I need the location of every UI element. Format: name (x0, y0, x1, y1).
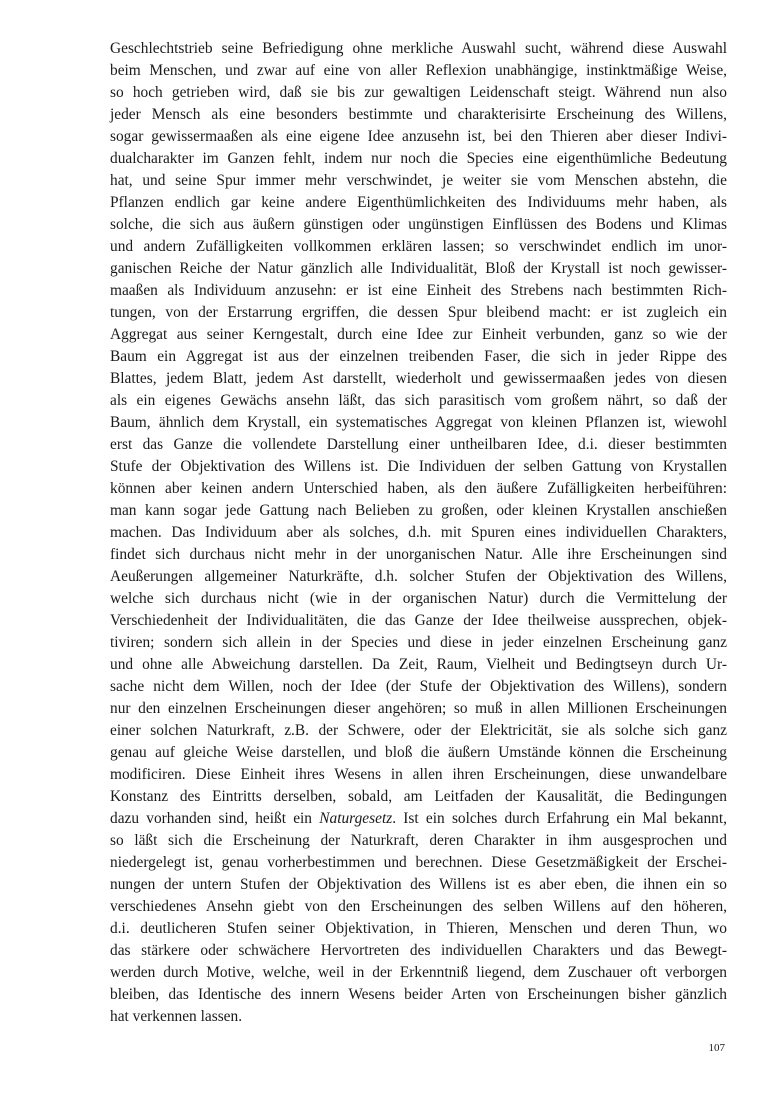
text-line: Aggregat aus seiner Kerngestalt, durch eine Idee zur Einheit verbunden, ganz so wie der (110, 326, 727, 343)
text-line: tiviren; sondern sich allein in der Species und diese in jeder einzelnen Erscheinung ganz (110, 634, 727, 651)
text-line: und andern Zufälligkeiten vollkommen erklären lassen; so verschwindet endlich im unor- (110, 238, 727, 255)
text-line: hat verkennen lassen. (110, 1008, 243, 1025)
text-line: erst das Ganze die vollendete Darstellung einer untheilbaren Idee, d.i. dieser bestimmten (110, 436, 727, 453)
text-line: modificiren. Diese Einheit ihres Wesens in allen ihren Erscheinungen, diese unwandelbare (110, 766, 727, 783)
text-line: so läßt sich die Erscheinung der Naturkraft, deren Charakter in ihm ausgesprochen und (110, 832, 727, 849)
text-line (110, 808, 727, 830)
italic-term: Naturgesetz (319, 810, 393, 827)
text-line: können aber keinen andern Unterschied haben, als den äußere Zufälligkeiten herbeiführen: (110, 480, 727, 497)
text-line: so hoch getrieben wird, daß sie bis zur gewaltigen Leidenschaft steigt. Während nun also (110, 84, 727, 101)
text-line: bleiben, das Identische des innern Wesens beider Arten von Erscheinungen bisher gänzlich (110, 986, 727, 1003)
text-line: man kann sogar jede Gattung nach Belieben zu großen, oder kleinen Krystallen anschießen (110, 502, 727, 519)
text-line: beim Menschen, und zwar auf eine von aller Reflexion unabhängige, instinktmäßige Weise, (110, 62, 727, 79)
text-line: Geschlechtstrieb seine Befriedigung ohne merkliche Auswahl sucht, während diese Auswahl (110, 40, 727, 57)
text-line: nur den einzelnen Erscheinungen dieser angehören; so muß in allen Millionen Erscheinungen (110, 700, 727, 717)
text-line: sogar gewissermaaßen als eine eigene Idee anzusehn ist, bei den Thieren aber dieser Indivi- (110, 128, 727, 145)
text-line: machen. Das Individuum aber als solches, d.h. mit Spuren eines individuellen Charakters, (110, 524, 727, 541)
text-line: nungen der untern Stufen der Objektivation des Willens ist es aber eben, die ihnen ein so (110, 876, 727, 893)
text-line: als ein eigenes Gewächs ansehn läßt, das sich parasitisch vom großem nährt, so daß der (110, 392, 727, 409)
text-line: Baum, ähnlich dem Krystall, ein systematisches Aggregat von kleinen Pflanzen ist, wiewohl (110, 414, 727, 431)
text-line: sache nicht dem Willen, noch der Idee (der Stufe der Objektivation des Willens), sondern (110, 678, 727, 695)
text-line: werden durch Motive, welche, weil in der Erkenntniß liegend, dem Zuschauer oft verborgen (110, 964, 727, 981)
text-line: einer solchen Naturkraft, z.B. der Schwere, oder der Elektricität, sie als solche sich ganz (110, 722, 727, 739)
text-line: Blattes, jedem Blatt, jedem Ast darstellt, wiederholt und gewissermaaßen jedes von diesen (110, 370, 727, 387)
text-line: jeder Mensch als eine besonders bestimmte und charakterisirte Erscheinung des Willens, (110, 106, 727, 123)
text-line: welche sich durchaus nicht (wie in der organischen Natur) durch die Vermittelung der (110, 590, 727, 607)
text-line: verschiedenes Ansehn giebt von den Erscheinungen des selben Willens auf den höheren, (110, 898, 727, 915)
text-line: genau auf gleiche Weise darstellen, und bloß die äußern Umstände können die Erscheinung (110, 744, 727, 761)
text-line: ganischen Reiche der Natur gänzlich alle Individualität, Bloß der Krystall ist noch gewisser- (110, 260, 727, 277)
text-segment: . Ist ein solches durch Erfahrung ein Mal bekannt, (392, 810, 727, 827)
text-line: hat, und seine Spur immer mehr verschwindet, je weiter sie vom Menschen abstehn, die (110, 172, 727, 189)
body-text (110, 38, 727, 1028)
text-line: findet sich durchaus nicht mehr in der unorganischen Natur. Alle ihre Erscheinungen sind (110, 546, 727, 563)
text-line: d.i. deutlicheren Stufen seiner Objektivation, in Thieren, Menschen und deren Thun, wo (110, 920, 727, 937)
text-line: tungen, von der Erstarrung ergriffen, die dessen Spur bleibend macht: er ist zugleich ein (110, 304, 727, 321)
text-line: Verschiedenheit der Individualitäten, die das Ganze der Idee theilweise aussprechen, objek- (110, 612, 727, 629)
text-segment: dazu vorhanden sind, heißt ein (110, 810, 320, 827)
text-line: dualcharakter im Ganzen fehlt, indem nur noch die Species eine eigenthümliche Bedeutung (110, 150, 727, 167)
text-line: Stufe der Objektivation des Willens ist. Die Individuen der selben Gattung von Krystallen (110, 458, 727, 475)
text-line: Baum ein Aggregat ist aus der einzelnen treibenden Faser, die sich in jeder Rippe des (110, 348, 727, 365)
text-line: Pflanzen endlich gar keine andere Eigenthümlichkeiten des Individuums mehr haben, als (110, 194, 727, 211)
text-line: und ohne alle Abweichung darstellen. Da Zeit, Raum, Vielheit und Bedingtseyn durch Ur- (110, 656, 727, 673)
page-number: 107 (708, 1042, 725, 1054)
text-line: solche, die sich aus äußern günstigen oder ungünstigen Einflüssen des Bodens und Klimas (110, 216, 727, 233)
text-line: das stärkere oder schwächere Hervortreten des individuellen Charakters und das Bewegt- (110, 942, 727, 959)
text-line: Aeußerungen allgemeiner Naturkräfte, d.h. solcher Stufen der Objektivation des Willens, (110, 568, 727, 585)
text-line: niedergelegt ist, genau vorherbestimmen und berechnen. Diese Gesetzmäßigkeit der Erschei- (110, 854, 727, 871)
text-line: Konstanz des Eintritts derselben, sobald, am Leitfaden der Kausalität, die Bedingungen (110, 788, 727, 805)
text-line: maaßen als Individuum anzusehn: er ist eine Einheit des Strebens nach bestimmten Rich- (110, 282, 727, 299)
